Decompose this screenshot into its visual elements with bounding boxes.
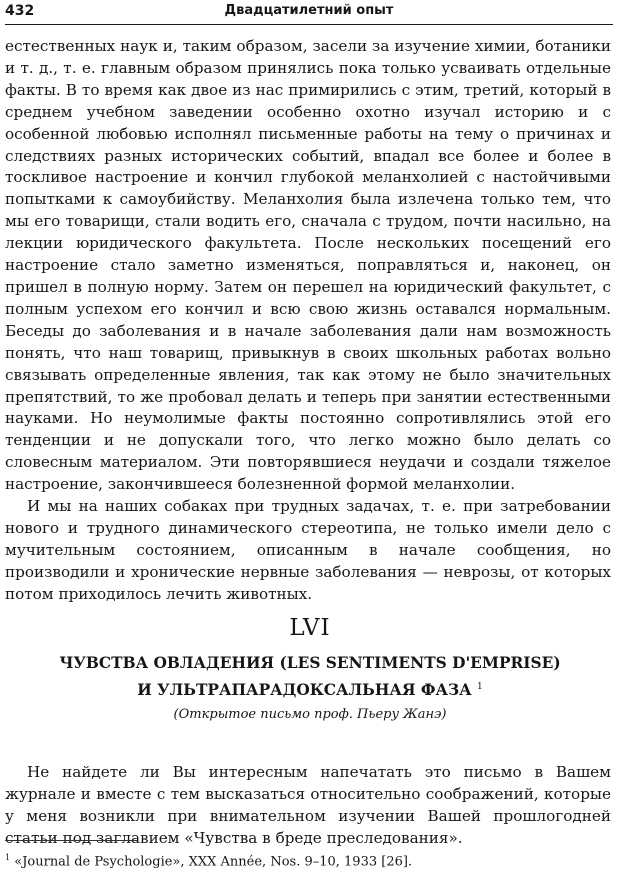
section-title [20,651,600,702]
section-number: LVI [289,615,331,641]
section-title-line-1: ЧУВСТВА ОВЛАДЕНИЯ (LES SENTIMENTS D'EMPRISE) [59,654,561,672]
letter-text [5,762,611,850]
running-header [5,2,613,25]
footnote-mark: 1 [5,853,11,862]
page-number: 432 [5,3,35,19]
footnote-divider [5,840,137,841]
paragraph-continued: естественных наук и, таким образом, засели за изучение химии, ботаники и т. д., т. е. главным образом принялись пока только усваивать отдельные факты. В то время как двое из нас примирились с этим, третий, который в среднем учебном заведении особенно охотно изучал историю и с особенной любовью исполнял письменные работы на тему о причинах и следствиях разных исторических событий, впадал все более и более в тоскливое настроение и кончил глубокой меланхолией с настойчивыми попытками к самоубийству. Меланхолия была излечена только тем, что мы его товарищи, стали водить его, сначала с трудом, почти насильно, на лекции юридического факультета. После нескольких посещений его настроение стало заметно изменяться, поправляться и, наконец, он пришел в полную норму. Затем он перешел на юридический факультет, с полным успехом его кончил и всю свою жизнь оставался нормальным. Беседы до заболевания и в начале заболевания дали нам возможность понять, что наш товарищ, привыкнув в своих школьных работах вольно связывать определенные явления, так как этому не было значительных препятствий, то же пробовал делать и теперь при занятии естественными науками. Но неумолимые факты постоянно сопротивлялись этой его тенденции и не допускали того, что легко можно было делать со словесным материалом. Эти повторявшиеся неудачи и создали тяжелое настроение, закончившееся болезненной формой меланхолии. [5,37,611,494]
section-title-line-2 [20,675,600,702]
body-text [5,36,611,606]
footnote-text: «Journal de Psychologie», XXX Année, Nos. 9–10, 1933 [26]. [14,854,413,870]
footnote-reference: 1 [477,682,483,692]
running-title: Двадцатилетний опыт [224,3,394,18]
letter-paragraph: Не найдете ли Вы интересным напечатать это письмо в Вашем журнале и вместе с тем высказаться относительно соображений, которые у меня возникли при внимательном изучении Вашей прошлогодней статьи под заглавием «Чувства в бреде преследования». [5,763,611,847]
footnote [5,849,611,871]
section-title-line-2-text: И УЛЬТРАПАРАДОКСАЛЬНАЯ ФАЗА [137,681,472,700]
section-subtitle: (Открытое письмо проф. Пьеру Жанэ) [173,707,447,722]
paragraph-dogs: И мы на наших собаках при трудных задачах, т. е. при затребовании нового и трудного динамического стереотипа, не только имели дело с мучительным состоянием, описанным в начале сообщения, но производили и хронические нервные заболевания — неврозы, от которых потом приходилось лечить животных. [5,497,611,603]
